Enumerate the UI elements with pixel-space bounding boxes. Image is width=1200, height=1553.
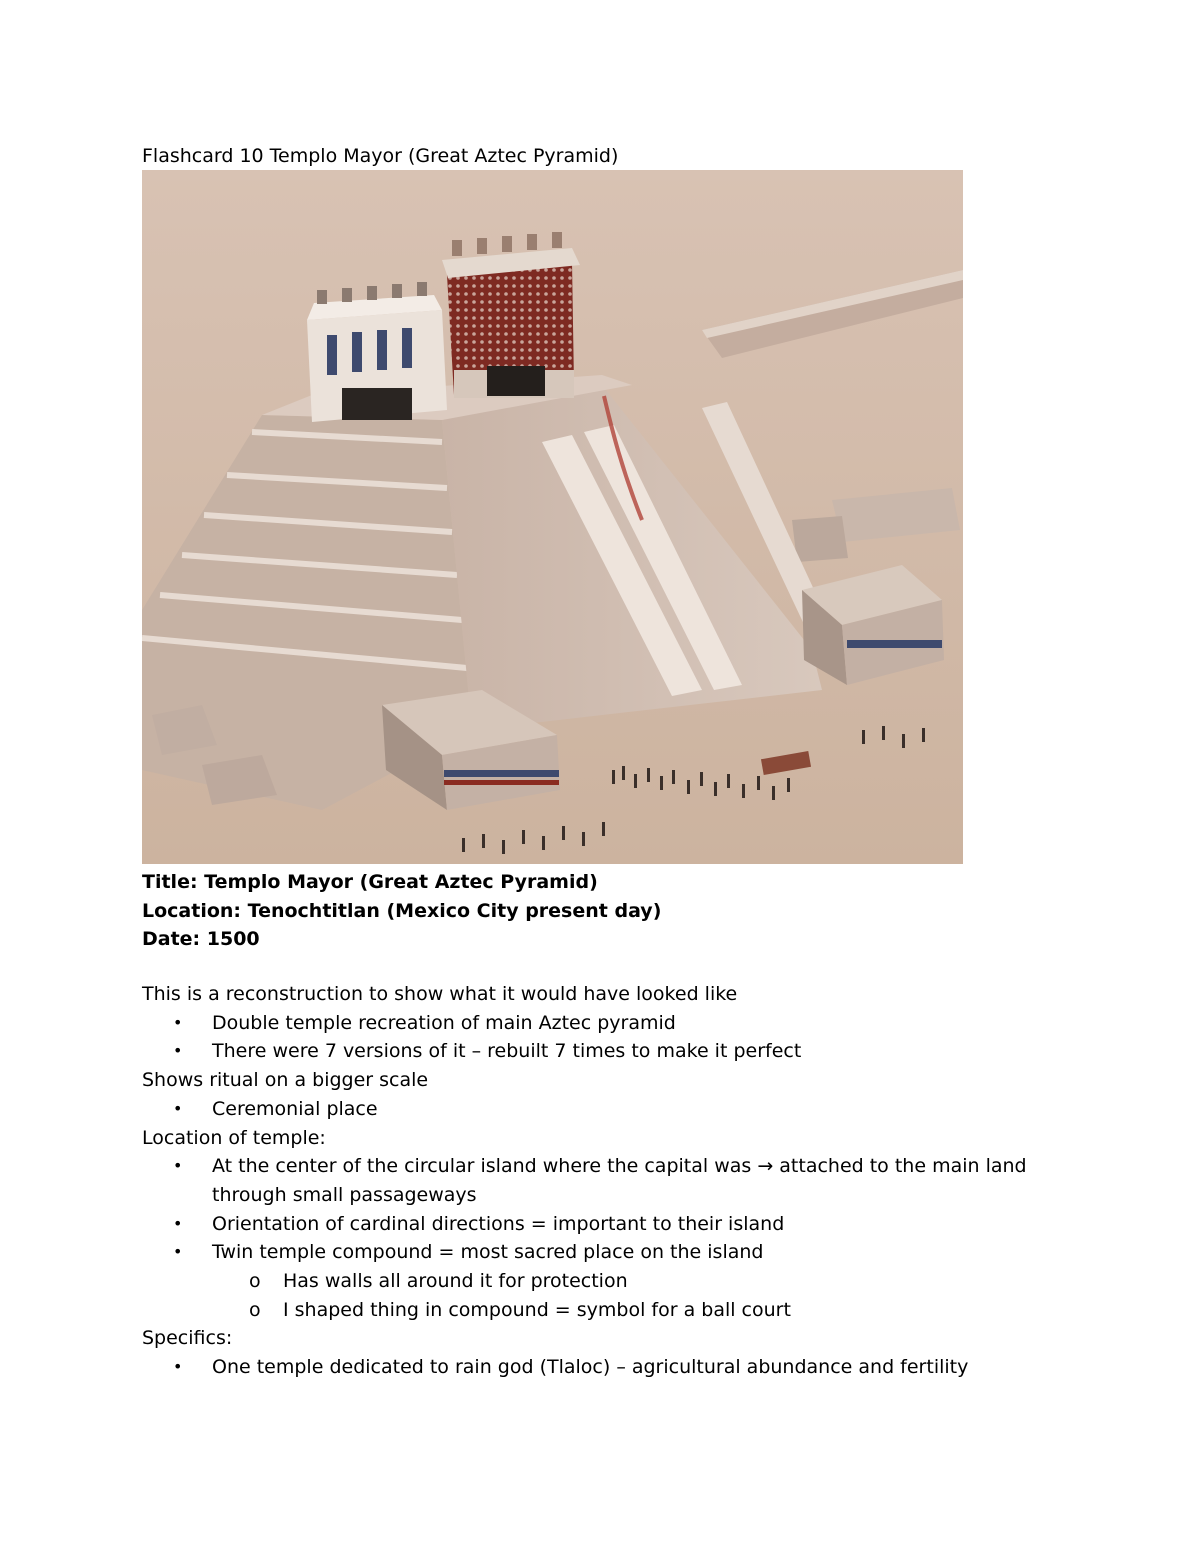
circle-bullet-icon: o bbox=[249, 1270, 261, 1293]
list-item: • At the center of the circular island where the capital was → attached to the main land through small passageways bbox=[142, 1152, 1102, 1209]
section-heading: This is a reconstruction to show what it would have looked like bbox=[142, 983, 738, 1005]
sub-list-item: o Has walls all around it for protection bbox=[142, 1267, 1102, 1296]
list-item: • Twin temple compound = most sacred place on the island bbox=[142, 1238, 1102, 1267]
section-heading: Shows ritual on a bigger scale bbox=[142, 1069, 429, 1092]
list-item: • Double temple recreation of main Aztec pyramid bbox=[142, 1009, 1102, 1038]
meta-date: Date: 1500 bbox=[142, 928, 260, 950]
list-item: • One temple dedicated to rain god (Tlaloc) – agricultural abundance and fertility bbox=[142, 1353, 1102, 1382]
bullet-icon: • bbox=[173, 1213, 183, 1233]
bullet-icon: • bbox=[173, 1041, 183, 1061]
list-item: • There were 7 versions of it – rebuilt 7 times to make it perfect bbox=[142, 1037, 1102, 1066]
pyramid-illustration bbox=[142, 170, 963, 864]
bullet-icon: • bbox=[173, 1098, 183, 1118]
notes-body bbox=[142, 980, 1102, 1382]
bullet-icon: • bbox=[173, 1012, 183, 1032]
meta-title: Title: Templo Mayor (Great Aztec Pyramid) bbox=[142, 871, 598, 893]
section-heading: Location of temple: bbox=[142, 1126, 326, 1149]
artwork-metadata bbox=[142, 868, 661, 954]
list-item: • Orientation of cardinal directions = important to their island bbox=[142, 1210, 1102, 1239]
meta-location: Location: Tenochtitlan (Mexico City present day) bbox=[142, 899, 662, 922]
list-item: • Ceremonial place bbox=[142, 1095, 1102, 1124]
circle-bullet-icon: o bbox=[249, 1298, 261, 1321]
bullet-icon: • bbox=[173, 1156, 183, 1176]
sub-list-item: o I shaped thing in compound = symbol for a ball court bbox=[142, 1296, 1102, 1325]
bullet-icon: • bbox=[173, 1242, 183, 1262]
section-heading: Specifics: bbox=[142, 1327, 233, 1350]
bullet-icon: • bbox=[173, 1357, 183, 1377]
flashcard-heading: Flashcard 10 Templo Mayor (Great Aztec Pyramid) bbox=[142, 145, 619, 167]
pyramid-illustration-icon bbox=[142, 170, 963, 864]
